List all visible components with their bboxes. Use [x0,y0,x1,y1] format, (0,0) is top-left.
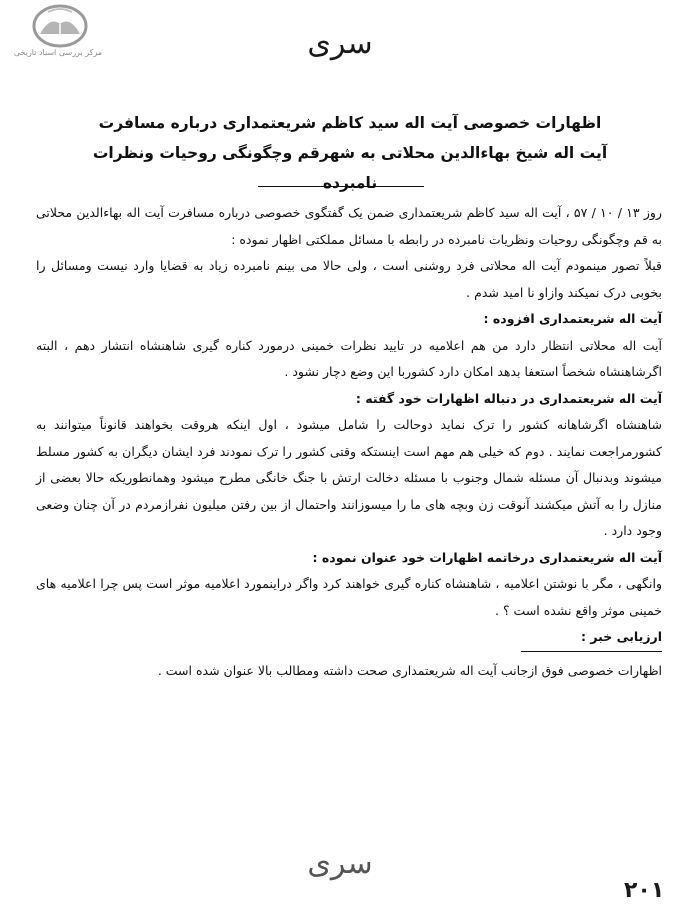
evaluation-label: ارزیابی خبر : [521,624,662,652]
classification-stamp-top: سری [307,26,373,61]
archive-logo [10,4,106,62]
document-body [36,200,662,684]
section-label-1: آیت اله شریعتمداری افزوده : [483,311,662,326]
title-line-3: نامبرده [322,174,378,192]
paragraph-expectation: آیت اله محلاتی انتظار دارد من هم اعلامیه در تایید نظرات خمینی درمورد کناره گیری شاهنشاه انتشار دهم ، البته اگرشاهنشاه شخصاً استعفا بدهد امکان دارد کشوربا این وضع دچار نشود . [36,337,662,379]
title-line-1: اظهارات خصوصی آیت اله سید کاظم شریعتمداری درباره مسافرت [98,114,602,132]
evaluation-label-row [36,624,662,652]
paragraph-intro: روز ۱۳ / ۱۰ / ۵۷ ، آیت اله سید کاظم شریعتمداری ضمن یک گفتگوی خصوصی درباره مسافرت آیت اله بهاءالدین محلاتی به قم وچگونگی روحیات ونظریات نامبرده در رابطه با مسائل مملکتی اظهار نموده : [36,205,662,247]
paragraph-opinion: قبلاً تصور مینمودم آیت اله محلاتی فرد روشنی است ، ولی حالا می بینم نامبرده زیاد به قضایا وارد نیست ومسائل را بخوبی درک نمیکند وازاو نا امید شدم . [36,258,662,300]
paragraph-evaluation: اظهارات خصوصی فوق ازجانب آیت اله شریعتمداری صحت داشته ومطالب بالا عنوان شده است . [157,662,662,678]
watermark-text: مرکز بررسی اسناد تاریخی [13,48,103,57]
section-label-3: آیت اله شریعتمداری درخاتمه اظهارات خود عنوان نموده : [312,549,662,565]
document-title [90,108,610,198]
title-line-2: آیت اله شیخ بهاءالدین محلاتی به شهرقم وچگونگی روحیات ونظرات [92,144,608,162]
book-emblem-icon [26,4,90,48]
title-underline [258,186,424,187]
page-number: ۲۰۱ [624,878,665,903]
paragraph-conclusion: وانگهی ، مگر با نوشتن اعلامیه ، شاهنشاه کناره گیری خواهند کرد واگر دراینمورد اعلامیه موثر است پس چرا اعلامیه های خمینی موثر واقع نشده است ؟ . [36,576,662,618]
paragraph-consequences: شاهنشاه اگرشاهانه کشور را ترک نماید دوحالت را شامل میشود ، اول اینکه هروقت بخواهند قانوناً میتوانند به کشورمراجعت نمایند . دوم که خیلی هم مهم است اینستکه وقتی کشور را ترک نمودند فرد ایشان دیگران به کشور مسلط میشوند وبدنبال آن مسئله شمال وجنوب با مسئله دخالت ارتش با جنگ خانگی مطرح میشود وهمانطوریکه حالا بعضی از منازل را به آتش میکشند آنوقت زن وبچه های ما را میسوزانند واحتمال از بین رفتن میلیون نفرازمردم در آن چنان وضعی وجود دارد . [36,417,662,538]
section-label-2: آیت اله شریعتمداری در دنباله اظهارات خود گفته : [355,390,662,406]
classification-stamp-bottom: سری [307,846,373,881]
